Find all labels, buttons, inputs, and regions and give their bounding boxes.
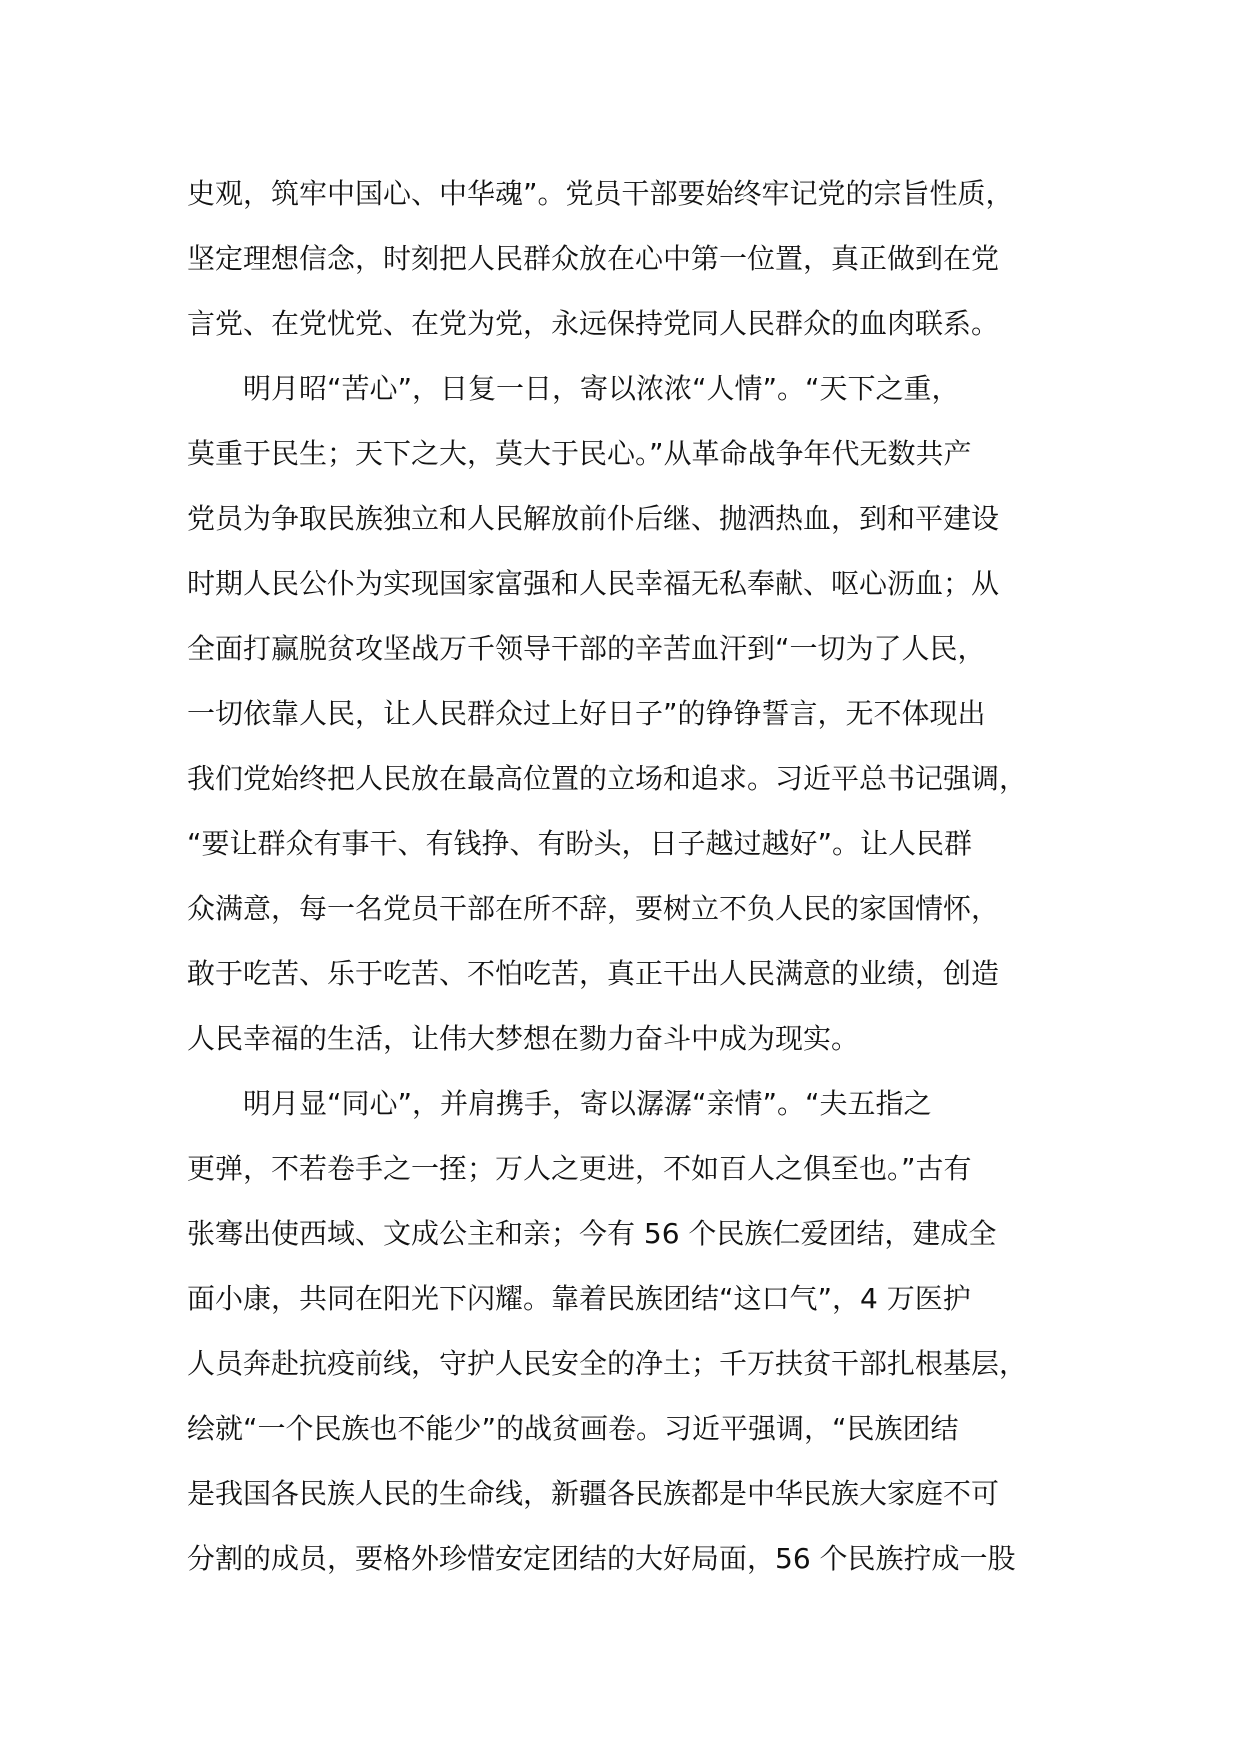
- text-line: 人民幸福的生活，让伟大梦想在勠力奋斗中成为现实。: [187, 1022, 860, 1055]
- text-line: 面小康，共同在阳光下闪耀。靠着民族团结“这口气”，4 万医护: [187, 1282, 971, 1315]
- body-text: [187, 174, 1087, 1604]
- text-line: 一切依靠人民，让人民群众过上好日子”的铮铮誓言，无不体现出: [187, 697, 986, 730]
- text-line: 史观，筑牢中国心、中华魂”。党员干部要始终牢记党的宗旨性质，: [187, 177, 1014, 210]
- text-line: “要让群众有事干、有钱挣、有盼头，日子越过越好”。让人民群: [187, 827, 973, 860]
- text-line: 时期人民公仆为实现国家富强和人民幸福无私奉献、呕心沥血；从: [187, 567, 1000, 600]
- text-line: 我们党始终把人民放在最高位置的立场和追求。习近平总书记强调，: [187, 762, 1028, 795]
- text-line: 人员奔赴抗疫前线，守护人民安全的净土；千万扶贫干部扎根基层，: [187, 1347, 1028, 1380]
- text-line: 明月显“同心”，并肩携手，寄以潺潺“亲情”。“夫五指之: [187, 1087, 932, 1120]
- text-line: 坚定理想信念，时刻把人民群众放在心中第一位置，真正做到在党: [187, 242, 1000, 275]
- text-line: 更弹，不若卷手之一挃；万人之更进，不如百人之俱至也。”古有: [187, 1152, 972, 1185]
- text-line: 众满意，每一名党员干部在所不辞，要树立不负人民的家国情怀，: [187, 892, 1000, 925]
- text-line: 莫重于民生；天下之大，莫大于民心。”从革命战争年代无数共产: [187, 437, 972, 470]
- text-line: 绘就“一个民族也不能少”的战贫画卷。习近平强调，“民族团结: [187, 1412, 959, 1445]
- text-line: 张骞出使西域、文成公主和亲；今有 56 个民族仁爱团结，建成全: [187, 1217, 997, 1250]
- text-line: 分割的成员，要格外珍惜安定团结的大好局面，56 个民族拧成一股: [187, 1542, 1016, 1575]
- text-line: 明月昭“苦心”，日复一日，寄以浓浓“人情”。“天下之重，: [187, 372, 960, 405]
- text-line: 言党、在党忧党、在党为党，永远保持党同人民群众的血肉联系。: [187, 307, 1000, 340]
- text-line: 全面打赢脱贫攻坚战万千领导干部的辛苦血汗到“一切为了人民，: [187, 632, 986, 665]
- text-line: 敢于吃苦、乐于吃苦、不怕吃苦，真正干出人民满意的业绩，创造: [187, 957, 1000, 990]
- text-line: 党员为争取民族独立和人民解放前仆后继、抛洒热血，到和平建设: [187, 502, 1000, 535]
- text-line: 是我国各民族人民的生命线，新疆各民族都是中华民族大家庭不可: [187, 1477, 1000, 1510]
